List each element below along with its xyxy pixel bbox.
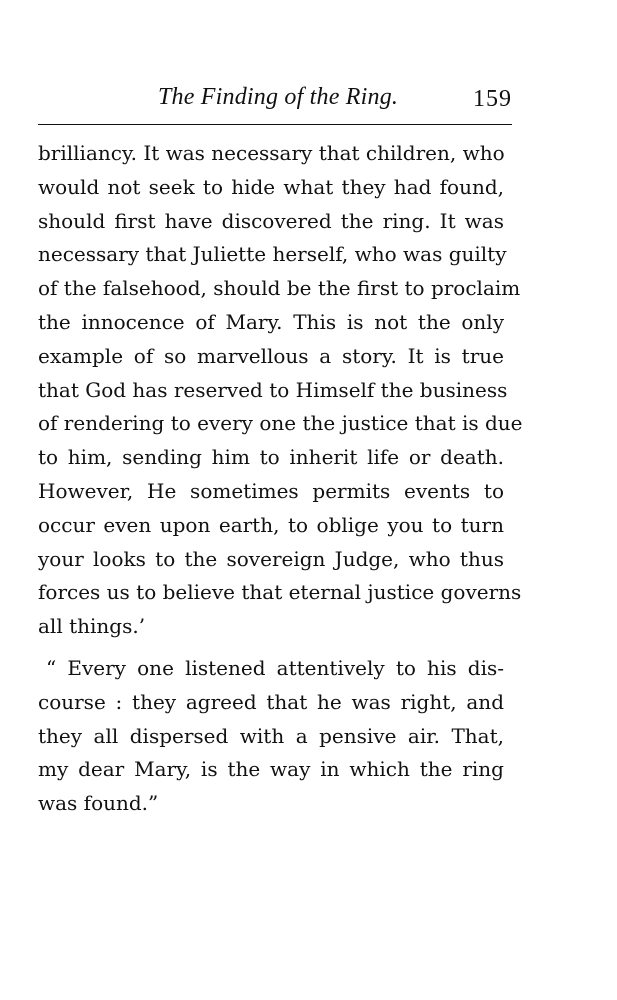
text-line: was found.” bbox=[38, 791, 159, 816]
running-head bbox=[38, 80, 512, 116]
text-line: necessary that Juliette herself, who was guilty bbox=[38, 242, 507, 267]
text-line: would not seek to hide what they had found, bbox=[38, 174, 504, 199]
running-title: The Finding of the Ring. bbox=[158, 84, 399, 110]
page-number: 159 bbox=[473, 86, 512, 112]
text-line: course : they agreed that he was right, and bbox=[38, 689, 504, 714]
text-line: forces us to believe that eternal justice governs bbox=[38, 580, 522, 605]
text-line: should first have discovered the ring. It was bbox=[38, 208, 504, 233]
text-line: they all dispersed with a pensive air. That, bbox=[38, 723, 504, 748]
text-line: brilliancy. It was necessary that children, who bbox=[38, 141, 505, 165]
header-rule bbox=[38, 124, 512, 125]
text-line: However, He sometimes permits events to bbox=[38, 478, 504, 503]
text-line: of the falsehood, should be the first to proclaim bbox=[38, 276, 521, 301]
text-line: of rendering to every one the justice that is due bbox=[38, 411, 523, 436]
body-text bbox=[38, 137, 523, 821]
text-line: to him, sending him to inherit life or death. bbox=[38, 445, 504, 470]
text-line: my dear Mary, is the way in which the ring bbox=[38, 757, 504, 782]
text-line: the innocence of Mary. This is not the only bbox=[38, 309, 504, 334]
paragraph-gap bbox=[38, 644, 504, 652]
text-line: example of so marvellous a story. It is true bbox=[38, 343, 504, 368]
text-line: “ Every one listened attentively to his dis- bbox=[46, 655, 504, 680]
paragraph bbox=[38, 137, 523, 644]
text-line: that God has reserved to Himself the business bbox=[38, 377, 508, 402]
text-line: occur even upon earth, to oblige you to turn bbox=[38, 512, 504, 537]
text-line: your looks to the sovereign Judge, who thus bbox=[38, 546, 504, 571]
text-line: all things.’ bbox=[38, 614, 146, 639]
paragraph bbox=[38, 652, 504, 821]
